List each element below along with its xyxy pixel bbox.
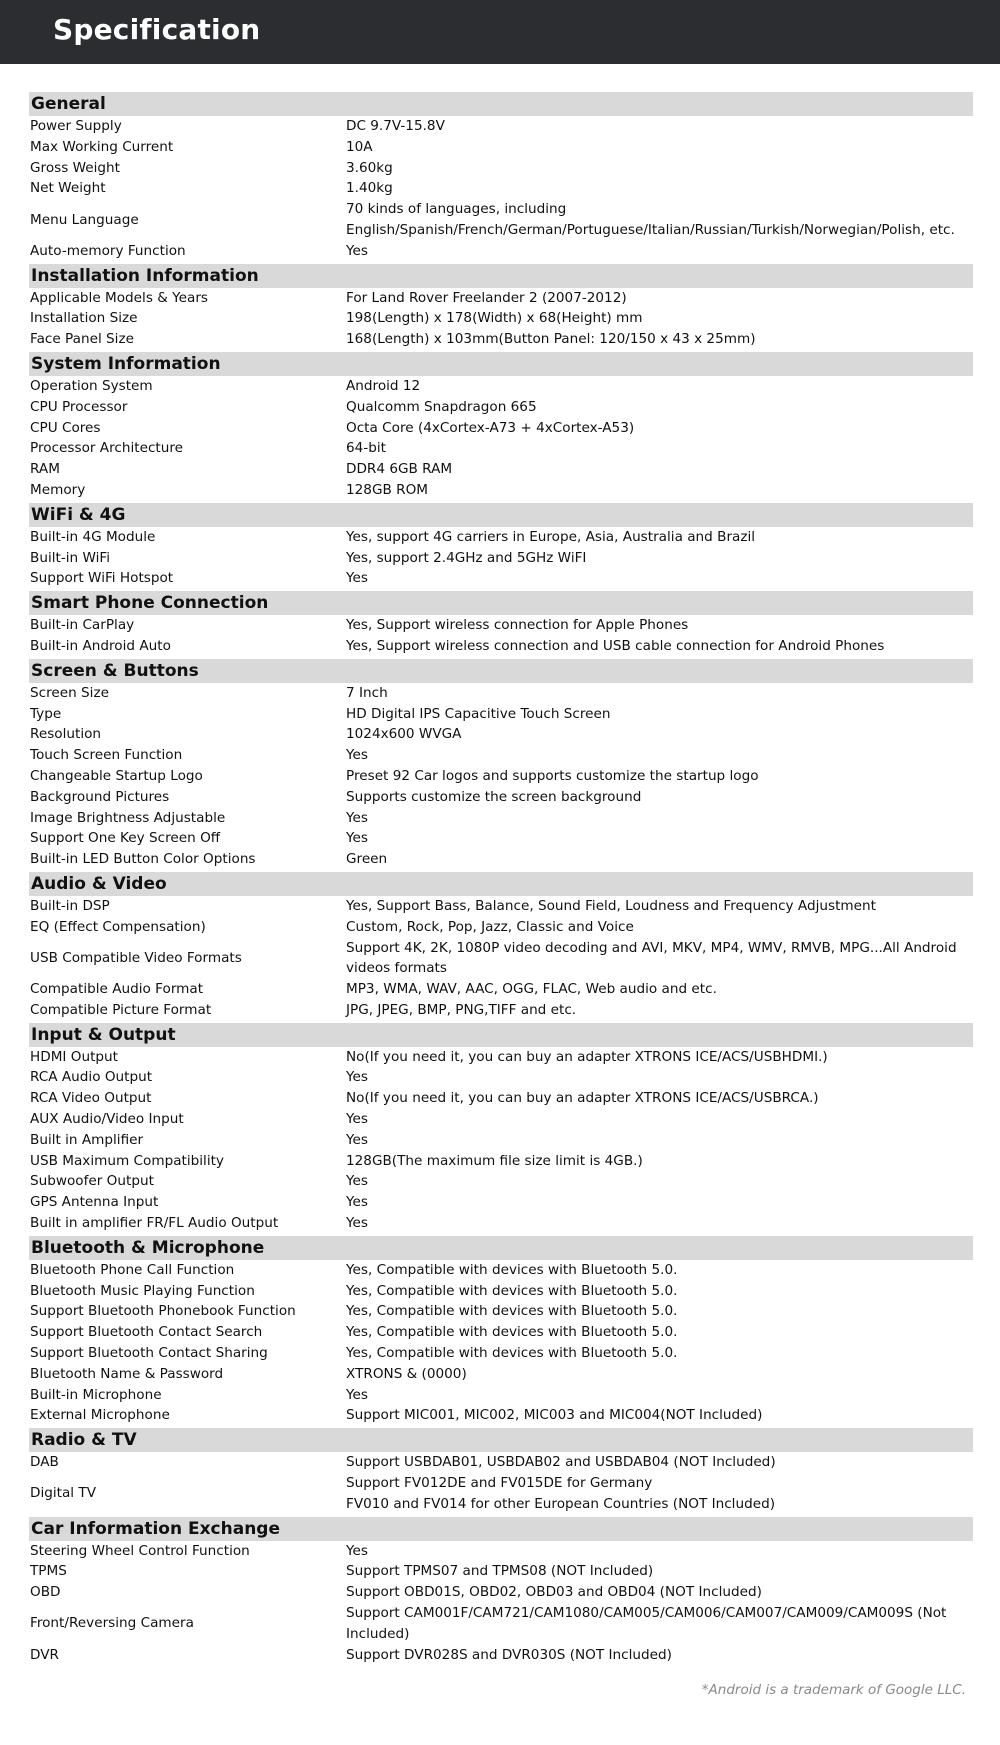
spec-label: Digital TV	[30, 1485, 97, 1502]
spec-row	[29, 1130, 973, 1151]
spec-row	[29, 615, 973, 636]
spec-row	[29, 329, 973, 350]
spec-row	[29, 787, 973, 808]
section-heading: Radio & TV	[29, 1428, 973, 1452]
spec-label: Net Weight	[30, 180, 106, 197]
spec-row	[29, 724, 973, 745]
spec-row	[29, 137, 973, 158]
spec-label: CPU Cores	[30, 419, 101, 436]
spec-row	[29, 1645, 973, 1666]
spec-row	[29, 116, 973, 137]
spec-value: Support DVR028S and DVR030S (NOT Included)	[346, 1646, 672, 1663]
spec-row	[29, 636, 973, 657]
spec-label: Applicable Models & Years	[30, 289, 209, 306]
spec-label: TPMS	[30, 1563, 67, 1580]
spec-label: Support Bluetooth Contact Sharing	[30, 1345, 268, 1362]
spec-value: Support 4K, 2K, 1080P video decoding and AVI, MKV, MP4, WMV, RMVB, MPG...All Android videos formats	[346, 939, 957, 977]
spec-value: Preset 92 Car logos and supports customize the startup logo	[346, 767, 759, 784]
spec-row	[29, 745, 973, 766]
spec-value: 70 kinds of languages, including English/Spanish/French/German/Portuguese/Italian/Russian/Turkish/Norwegian/Polish, etc.	[346, 201, 955, 238]
spec-table	[29, 90, 973, 1665]
spec-row	[29, 480, 973, 501]
spec-value: Android 12	[346, 377, 421, 394]
spec-value: Octa Core (4xCortex-A73 + 4xCortex-A53)	[346, 419, 635, 436]
section-heading: Bluetooth & Microphone	[29, 1236, 973, 1260]
spec-row	[29, 1343, 973, 1364]
spec-row	[29, 527, 973, 548]
spec-label: Bluetooth Phone Call Function	[30, 1261, 235, 1278]
spec-row	[29, 1561, 973, 1582]
spec-value: Green	[346, 851, 388, 868]
section-heading: Smart Phone Connection	[29, 591, 973, 615]
spec-label: Bluetooth Name & Password	[30, 1365, 224, 1382]
spec-section	[29, 1517, 973, 1666]
spec-value: Custom, Rock, Pop, Jazz, Classic and Voice	[346, 918, 634, 935]
spec-row	[29, 548, 973, 569]
spec-value: 64-bit	[346, 440, 386, 457]
spec-value: Yes	[346, 1173, 368, 1190]
spec-value: Supports customize the screen background	[346, 788, 642, 805]
spec-label: RAM	[30, 461, 60, 478]
spec-label: Type	[30, 705, 62, 722]
spec-label: Memory	[30, 481, 86, 498]
spec-section	[29, 92, 973, 262]
spec-value: Yes, Compatible with devices with Bluetooth 5.0.	[346, 1261, 678, 1278]
spec-value: Yes, Compatible with devices with Bluetooth 5.0.	[346, 1282, 678, 1299]
spec-row	[29, 241, 973, 262]
spec-row	[29, 1171, 973, 1192]
spec-value: 7 Inch	[346, 684, 388, 701]
spec-value: 10A	[346, 138, 373, 155]
spec-label: Background Pictures	[30, 788, 170, 805]
spec-label: Support Bluetooth Phonebook Function	[30, 1303, 296, 1320]
spec-value: Yes, Compatible with devices with Bluetooth 5.0.	[346, 1303, 678, 1320]
spec-value: Yes	[346, 1069, 368, 1086]
spec-label: OBD	[30, 1584, 61, 1601]
spec-value: 198(Length) x 178(Width) x 68(Height) mm	[346, 310, 643, 327]
spec-value: Yes, Compatible with devices with Bluetooth 5.0.	[346, 1345, 678, 1362]
spec-label: Bluetooth Music Playing Function	[30, 1282, 255, 1299]
spec-value: Yes	[346, 570, 368, 587]
spec-label: CPU Processor	[30, 398, 128, 415]
section-heading: Audio & Video	[29, 872, 973, 896]
spec-row	[29, 178, 973, 199]
spec-row	[29, 896, 973, 917]
spec-label: Support One Key Screen Off	[30, 830, 221, 847]
spec-row	[29, 808, 973, 829]
spec-row	[29, 1603, 973, 1645]
spec-row	[29, 1192, 973, 1213]
section-heading: Screen & Buttons	[29, 659, 973, 683]
spec-section	[29, 352, 973, 501]
spec-value: Yes	[346, 1194, 368, 1211]
section-heading: Installation Information	[29, 264, 973, 288]
spec-value: MP3, WMA, WAV, AAC, OGG, FLAC, Web audio and etc.	[346, 981, 717, 998]
spec-value: Yes, Support Bass, Balance, Sound Field, Loudness and Frequency Adjustment	[346, 897, 876, 914]
spec-row	[29, 1364, 973, 1385]
spec-label: USB Compatible Video Formats	[30, 949, 242, 966]
spec-row	[29, 683, 973, 704]
spec-row	[29, 1385, 973, 1406]
spec-value: 128GB(The maximum file size limit is 4GB.)	[346, 1152, 643, 1169]
spec-value: Yes	[346, 1215, 368, 1232]
section-heading: Input & Output	[29, 1023, 973, 1047]
spec-label: Installation Size	[30, 310, 138, 327]
spec-value: 3.60kg	[346, 159, 393, 176]
spec-section	[29, 1428, 973, 1514]
trademark-footnote: *Android is a trademark of Google LLC.	[701, 1682, 966, 1698]
spec-value: Support USBDAB01, USBDAB02 and USBDAB04 (NOT Included)	[346, 1454, 776, 1471]
spec-label: Compatible Audio Format	[30, 981, 204, 998]
spec-value: Qualcomm Snapdragon 665	[346, 398, 537, 415]
spec-row	[29, 1452, 973, 1473]
spec-section	[29, 1236, 973, 1426]
spec-value: No(If you need it, you can buy an adapter XTRONS ICE/ACS/USBHDMI.)	[346, 1048, 828, 1065]
spec-section	[29, 591, 973, 657]
spec-label: Touch Screen Function	[30, 747, 183, 764]
spec-value: Support MIC001, MIC002, MIC003 and MIC004(NOT Included)	[346, 1407, 763, 1424]
spec-value: Yes, support 4G carriers in Europe, Asia, Australia and Brazil	[346, 528, 756, 545]
spec-label: Built-in CarPlay	[30, 617, 135, 634]
spec-row	[29, 766, 973, 787]
spec-value: 1024x600 WVGA	[346, 726, 462, 743]
spec-row	[29, 1109, 973, 1130]
spec-label: Built-in Android Auto	[30, 637, 171, 654]
spec-label: Face Panel Size	[30, 331, 134, 348]
spec-value: For Land Rover Freelander 2 (2007-2012)	[346, 289, 627, 306]
spec-value: Yes	[346, 1111, 368, 1128]
spec-label: Built-in 4G Module	[30, 528, 156, 545]
spec-value: Support OBD01S, OBD02, OBD03 and OBD04 (NOT Included)	[346, 1584, 762, 1601]
spec-value: Yes, Support wireless connection for Apple Phones	[346, 617, 689, 634]
spec-label: Built in Amplifier	[30, 1131, 144, 1148]
spec-row	[29, 158, 973, 179]
spec-label: HDMI Output	[30, 1048, 118, 1065]
spec-row	[29, 1000, 973, 1021]
spec-value: Yes	[346, 1542, 368, 1559]
spec-label: External Microphone	[30, 1407, 170, 1424]
spec-label: Support Bluetooth Contact Search	[30, 1324, 263, 1341]
spec-value: 168(Length) x 103mm(Button Panel: 120/150 x 43 x 25mm)	[346, 331, 756, 348]
spec-label: Changeable Startup Logo	[30, 767, 203, 784]
section-heading: WiFi & 4G	[29, 503, 973, 527]
spec-row	[29, 1322, 973, 1343]
spec-label: Menu Language	[30, 211, 139, 228]
spec-value: Support TPMS07 and TPMS08 (NOT Included)	[346, 1563, 654, 1580]
spec-value: DC 9.7V-15.8V	[346, 118, 445, 134]
spec-label: DAB	[30, 1454, 59, 1471]
spec-row	[29, 1301, 973, 1322]
spec-row	[29, 397, 973, 418]
spec-label: Built-in Microphone	[30, 1386, 162, 1403]
spec-row	[29, 828, 973, 849]
section-heading: Car Information Exchange	[29, 1517, 973, 1541]
spec-section	[29, 264, 973, 350]
spec-value: Support CAM001F/CAM721/CAM1080/CAM005/CAM006/CAM007/CAM009/CAM009S (Not Included)	[346, 1605, 947, 1642]
header-banner	[0, 0, 1000, 64]
spec-row	[29, 1047, 973, 1068]
spec-row	[29, 568, 973, 589]
spec-label: Max Working Current	[30, 138, 174, 155]
spec-label: RCA Audio Output	[30, 1069, 153, 1086]
spec-row	[29, 199, 973, 241]
spec-label: Auto-memory Function	[30, 242, 186, 259]
spec-section	[29, 503, 973, 589]
spec-row	[29, 288, 973, 309]
spec-label: Power Supply	[30, 118, 122, 134]
spec-label: Compatible Picture Format	[30, 1001, 212, 1018]
spec-row	[29, 917, 973, 938]
spec-row	[29, 1088, 973, 1109]
spec-value: Yes, Compatible with devices with Bluetooth 5.0.	[346, 1324, 678, 1341]
spec-label: Built-in WiFi	[30, 549, 110, 566]
spec-value: Yes	[346, 242, 368, 259]
spec-value: JPG, JPEG, BMP, PNG,TIFF and etc.	[346, 1001, 577, 1018]
spec-row	[29, 459, 973, 480]
spec-value: Yes	[346, 809, 368, 826]
spec-row	[29, 1281, 973, 1302]
spec-value: XTRONS & (0000)	[346, 1365, 467, 1382]
spec-row	[29, 1067, 973, 1088]
spec-label: USB Maximum Compatibility	[30, 1152, 224, 1169]
spec-row	[29, 704, 973, 725]
spec-row	[29, 1213, 973, 1234]
spec-row	[29, 1405, 973, 1426]
spec-value: Yes	[346, 1131, 368, 1148]
spec-value: HD Digital IPS Capacitive Touch Screen	[346, 705, 611, 722]
spec-value: Yes	[346, 1386, 368, 1403]
spec-value: No(If you need it, you can buy an adapter XTRONS ICE/ACS/USBRCA.)	[346, 1090, 819, 1107]
spec-section	[29, 872, 973, 1021]
spec-label: EQ (Effect Compensation)	[30, 918, 206, 935]
spec-row	[29, 1473, 973, 1515]
spec-label: Processor Architecture	[30, 440, 184, 457]
spec-value: Yes	[346, 747, 368, 764]
spec-row	[29, 438, 973, 459]
spec-label: Support WiFi Hotspot	[30, 570, 174, 587]
spec-section	[29, 1023, 973, 1234]
spec-label: Resolution	[30, 726, 102, 743]
spec-value: Yes	[346, 830, 368, 847]
spec-label: Gross Weight	[30, 159, 120, 176]
spec-row	[29, 308, 973, 329]
spec-row	[29, 376, 973, 397]
spec-label: Built-in DSP	[30, 897, 110, 914]
spec-row	[29, 1541, 973, 1562]
spec-label: Operation System	[30, 377, 153, 394]
section-heading: System Information	[29, 352, 973, 376]
spec-label: Built-in LED Button Color Options	[30, 851, 256, 868]
spec-value: Yes, Support wireless connection and USB cable connection for Android Phones	[346, 637, 885, 654]
spec-label: RCA Video Output	[30, 1090, 152, 1107]
spec-label: Steering Wheel Control Function	[30, 1542, 250, 1559]
spec-label: DVR	[30, 1646, 59, 1663]
spec-label: Front/Reversing Camera	[30, 1615, 194, 1632]
spec-label: Image Brightness Adjustable	[30, 809, 226, 826]
spec-label: Subwoofer Output	[30, 1173, 154, 1190]
spec-value: Support FV012DE and FV015DE for Germany FV010 and FV014 for other European Countries (NOT Included)	[346, 1475, 775, 1512]
page-title: Specification	[53, 13, 261, 46]
spec-value: Yes, support 2.4GHz and 5GHz WiFI	[346, 549, 587, 566]
spec-label: Built in amplifier FR/FL Audio Output	[30, 1215, 279, 1232]
spec-label: AUX Audio/Video Input	[30, 1111, 184, 1128]
spec-row	[29, 418, 973, 439]
spec-label: GPS Antenna Input	[30, 1194, 159, 1211]
spec-row	[29, 1151, 973, 1172]
spec-row	[29, 1582, 973, 1603]
spec-value: 128GB ROM	[346, 481, 429, 498]
section-heading: General	[29, 92, 973, 116]
spec-label: Screen Size	[30, 684, 109, 701]
spec-row	[29, 849, 973, 870]
spec-row	[29, 979, 973, 1000]
spec-value: 1.40kg	[346, 180, 393, 197]
spec-row	[29, 938, 973, 980]
spec-section	[29, 659, 973, 870]
spec-row	[29, 1260, 973, 1281]
spec-value: DDR4 6GB RAM	[346, 461, 453, 478]
